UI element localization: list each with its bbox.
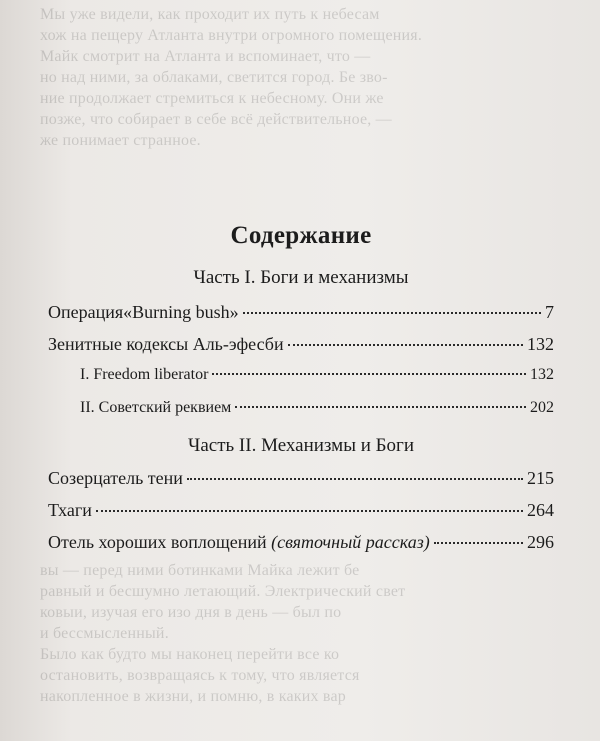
- bleed-line: Было как будто мы наконец перейти все ко: [40, 646, 340, 663]
- toc-entry-label-italic: (святочный рассказ): [271, 532, 430, 552]
- bleed-line: ние продолжает стремиться к небесному. Они же: [40, 90, 384, 107]
- toc-entry-page: 7: [545, 302, 554, 322]
- toc-entry-page: 264: [527, 500, 554, 520]
- dot-leader: [243, 312, 541, 314]
- bleed-line: накопленное в жизни, и помню, в каких вар: [40, 688, 346, 705]
- bleed-line: остановить, возвращаясь к тому, что является: [40, 667, 360, 684]
- toc-entry-label: Тхаги: [48, 500, 92, 520]
- toc-entry[interactable]: [48, 530, 554, 554]
- toc-entry-label: [48, 530, 430, 554]
- toc-title: Содержание: [230, 222, 372, 249]
- bleed-line: и бессмысленный.: [40, 625, 169, 642]
- toc-entry-page: 132: [527, 334, 554, 354]
- part-2-heading: Часть II. Механизмы и Боги: [188, 435, 414, 456]
- bleed-line: равный и бесшумно летающий. Электрический свет: [40, 583, 406, 600]
- bleed-line: позже, что собирает в себе всё действительное, —: [40, 111, 392, 128]
- dot-leader: [434, 542, 523, 544]
- toc-entry-page: 202: [530, 399, 554, 416]
- toc-subentry[interactable]: [80, 396, 554, 420]
- bleed-through-text-bottom: [40, 560, 570, 707]
- bleed-line: но над ними, за облаками, светится город. Бе зво-: [40, 69, 388, 86]
- bleed-line: Майк смотрит на Атланта и вспоминает, что —: [40, 48, 371, 65]
- bleed-line: вы — перед ними ботинками Майка лежит бе: [40, 562, 360, 579]
- toc-entry-label: Операция«Burning bush»: [48, 302, 239, 322]
- toc-entry[interactable]: [48, 332, 554, 356]
- toc-entry-label-main: Отель хороших воплощений: [48, 532, 272, 552]
- toc-entry-label: I. Freedom liberator: [80, 366, 209, 383]
- bleed-line: же понимает странное.: [40, 132, 201, 149]
- bleed-line: ковыи, изучая его изо дня в день — был по: [40, 604, 342, 621]
- part-1-heading: Часть I. Боги и механизмы: [193, 267, 409, 288]
- toc-entry[interactable]: [48, 300, 554, 324]
- toc-entry[interactable]: [48, 466, 554, 490]
- bleed-through-text-top: [40, 4, 570, 151]
- bleed-line: Мы уже видели, как проходит их путь к небесам: [40, 6, 380, 23]
- toc-subentry[interactable]: [80, 363, 554, 387]
- toc-entry-label: Зенитные кодексы Аль-эфесби: [48, 334, 284, 354]
- dot-leader: [288, 344, 523, 346]
- dot-leader: [96, 510, 523, 512]
- dot-leader: [212, 373, 526, 375]
- toc-entry-page: 296: [527, 532, 554, 552]
- table-of-contents: [48, 220, 554, 552]
- bleed-line: хож на пещеру Атланта внутри огромного помещения.: [40, 27, 423, 44]
- toc-entry-label: II. Советский реквием: [80, 399, 232, 416]
- toc-entry-page: 132: [530, 366, 554, 383]
- dot-leader: [235, 406, 526, 408]
- dot-leader: [187, 478, 523, 480]
- toc-entry-label: Созерцатель тени: [48, 468, 183, 488]
- toc-entry-page: 215: [527, 468, 554, 488]
- toc-entry[interactable]: [48, 498, 554, 522]
